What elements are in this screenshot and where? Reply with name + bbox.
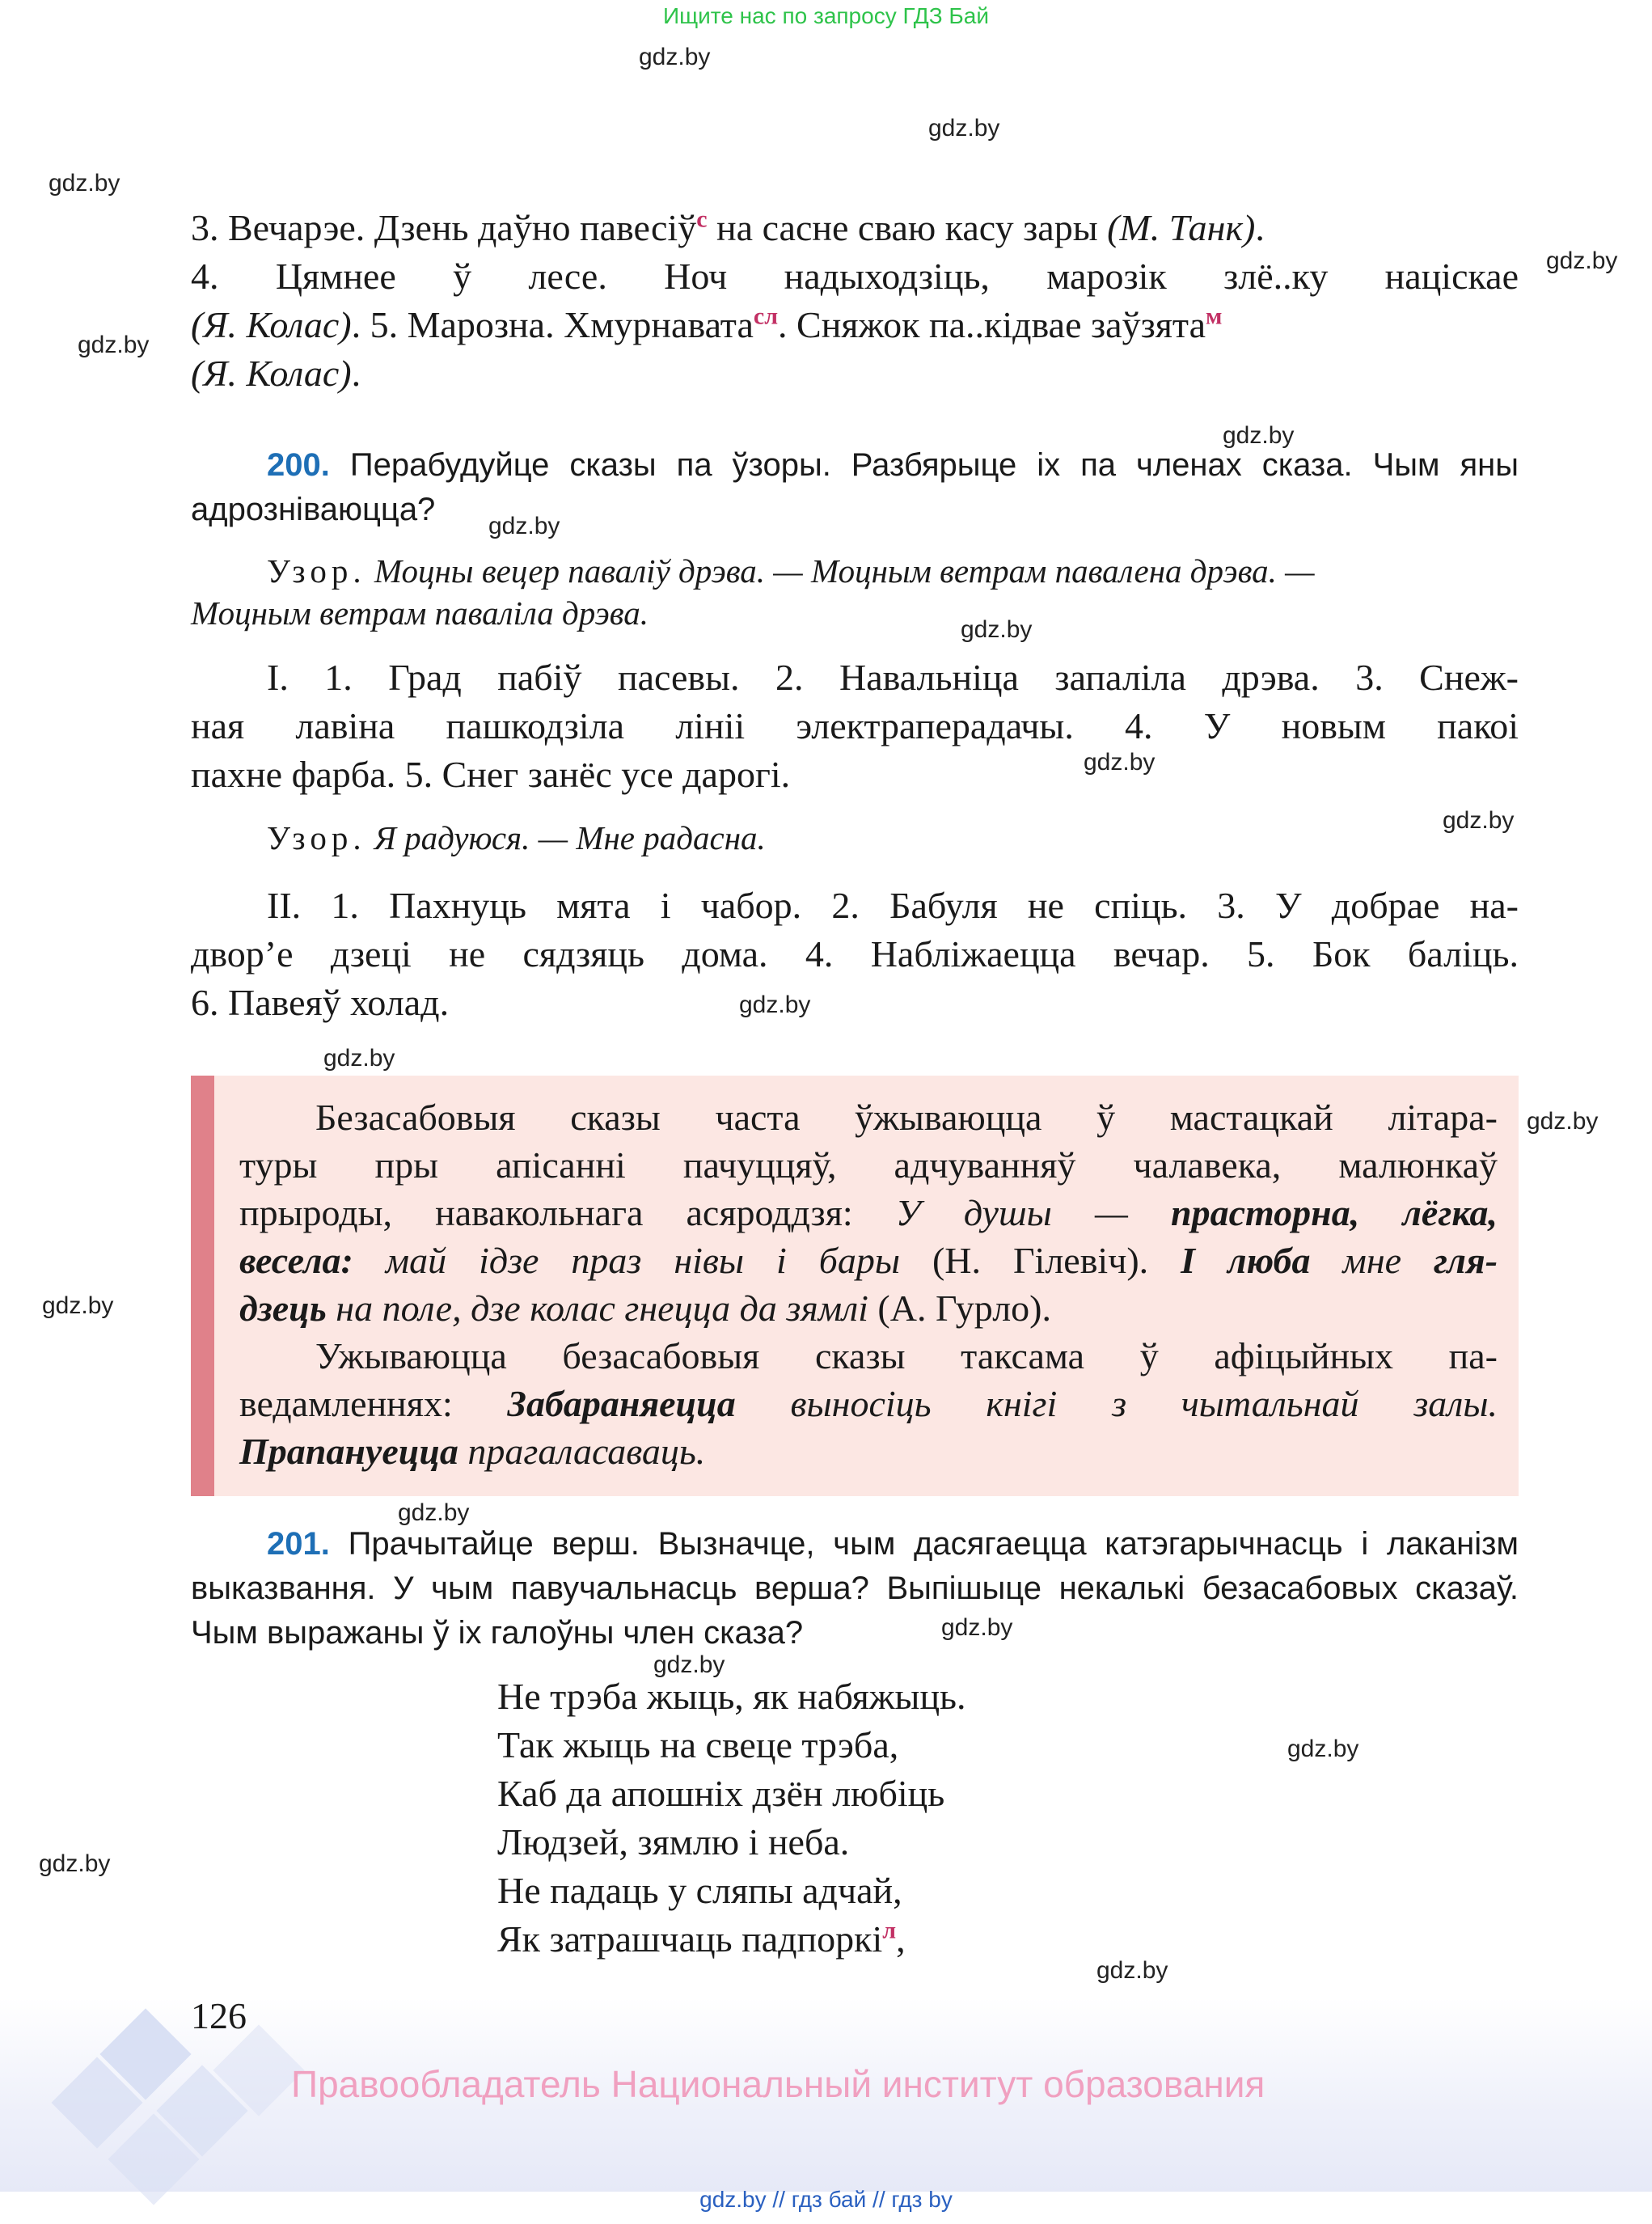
quote-emph: люба — [1227, 1240, 1311, 1281]
quote-emph: Прапануецца — [239, 1431, 458, 1472]
watermark: gdz.by — [1084, 749, 1156, 776]
pattern-text: Я радуюся. — Мне радасна. — [365, 819, 766, 856]
quote: на поле, дзе колас гнецца да зямлі — [326, 1287, 868, 1329]
word-mark: с — [696, 205, 708, 233]
quote-emph: весела: — [239, 1240, 353, 1281]
text-line: 6. Павеяў холад. — [191, 982, 450, 1023]
pattern-label: Узор. — [267, 552, 366, 590]
watermark: gdz.by — [639, 44, 711, 70]
task-text: выказвання. У чым павучальнасць верша? Выпішыце некалькі безасабовых сказаў. — [191, 1571, 1519, 1606]
text-block-continued — [191, 204, 1519, 398]
text: . Сняжок па..кідвае заўзята — [778, 304, 1206, 345]
quote: выносіць кнігі з чытальнай залы. — [735, 1383, 1498, 1424]
quote: У душы — — [895, 1192, 1171, 1233]
pattern-1 — [191, 550, 1519, 634]
watermark: gdz.by — [1287, 1736, 1359, 1762]
watermark: gdz.by — [1443, 807, 1515, 834]
page-number: 126 — [191, 1995, 247, 2036]
rule-bar — [191, 1076, 214, 1496]
text: . — [351, 353, 361, 394]
exercise-1 — [191, 653, 1519, 799]
text-line: 4. Цямнее ў лесе. Ноч надыходзіць, марозік злё..ку націскае — [191, 256, 1519, 297]
watermark: gdz.by — [42, 1292, 114, 1319]
watermark: gdz.by — [1223, 422, 1295, 449]
source: (Я. Колас) — [191, 353, 352, 394]
task-201 — [191, 1522, 1519, 1655]
poem — [497, 1672, 966, 1964]
quote: мне — [1310, 1240, 1434, 1281]
rule-text-part: прыроды, навакольнага асяроддзя: — [239, 1192, 896, 1233]
watermark: gdz.by — [928, 115, 1000, 142]
task-number: 200. — [267, 447, 330, 483]
text-line: I. 1. Град пабіў пасевы. 2. Навальніца запаліла дрэва. 3. Снеж- — [267, 657, 1519, 698]
pattern-text: Моцным ветрам паваліла дрэва. — [191, 594, 649, 632]
watermark: gdz.by — [653, 1651, 725, 1678]
watermark: gdz.by — [398, 1499, 470, 1526]
exercise-2 — [191, 882, 1519, 1027]
quote-emph: Забараняецца — [507, 1383, 736, 1424]
rule-box — [191, 1076, 1519, 1496]
watermark: gdz.by — [941, 1614, 1013, 1641]
task-text: Чым выражаны ў іх галоўны член сказа? — [191, 1615, 804, 1651]
text: 3. Вечарэе. Дзень даўно павесіў — [191, 207, 697, 248]
copyright: Правообладатель Национальный институт образования — [291, 2063, 1265, 2105]
watermark: gdz.by — [49, 170, 120, 197]
top-banner[interactable]: Ищите нас по запросу ГДЗ Бай — [662, 3, 990, 28]
bottom-links[interactable]: gdz.by // гдз бай // гдз by — [699, 2187, 953, 2212]
text: . 5. Марозна. Хмурнавата — [351, 304, 754, 345]
text-line: двор’е дзеці не сядзяць дома. 4. Набліжаецца вечар. 5. Бок баліць. — [191, 933, 1519, 975]
word-mark: м — [1206, 302, 1223, 330]
watermark: gdz.by — [1546, 247, 1618, 274]
poem-line: Людзей, зямлю і неба. — [497, 1821, 850, 1862]
watermark: gdz.by — [488, 513, 560, 539]
poem-line: Так жыць на свеце трэба, — [497, 1724, 899, 1765]
poem-line: Не трэба жыць, як набяжыць. — [497, 1676, 966, 1717]
quote-emph: дзець — [239, 1287, 327, 1329]
word-mark: л — [882, 1917, 897, 1944]
text-line: II. 1. Пахнуць мята і чабор. 2. Бабуля не спіць. 3. У добрае на- — [267, 885, 1519, 926]
poem-line: Каб да апошніх дзён любіць — [497, 1773, 945, 1814]
task-number: 201. — [267, 1526, 330, 1562]
author: (А. Гурло). — [868, 1287, 1051, 1329]
watermark: gdz.by — [739, 991, 811, 1018]
rule-text-part: ведамленнях: — [239, 1383, 508, 1424]
pattern-2 — [191, 817, 1595, 859]
word-mark: сл — [753, 302, 779, 330]
watermark: gdz.by — [1096, 1957, 1168, 1984]
source: (М. Танк) — [1107, 207, 1256, 248]
poem-line: Не падаць у сляпы адчай, — [497, 1870, 902, 1911]
poem-line: Як затрашчаць падпоркі — [497, 1918, 883, 1960]
quote: май ідзе праз нівы і бары — [353, 1240, 901, 1281]
watermark: gdz.by — [39, 1850, 111, 1877]
task-text: адрозніваюцца? — [191, 492, 436, 527]
quote-emph: гля- — [1434, 1240, 1498, 1281]
rule-line: Ужываюцца безасабовыя сказы таксама ў афіцыйных па- — [315, 1335, 1498, 1376]
quote-emph: І — [1181, 1240, 1227, 1281]
watermark: gdz.by — [1527, 1108, 1599, 1135]
text-line: ная лавіна пашкодзіла лініі электраперадачы. 4. У новым пакоі — [191, 705, 1519, 746]
task-text: Прачытайце верш. Вызначце, чым дасягаецца катэгарычнасць і лаканізм — [329, 1526, 1519, 1562]
quote: прагаласаваць. — [458, 1431, 706, 1472]
text: на сасне сваю касу зары — [707, 207, 1108, 248]
watermark: gdz.by — [961, 616, 1033, 643]
source: (Я. Колас) — [191, 304, 352, 345]
quote-emph: прасторна, лёгка, — [1170, 1192, 1498, 1233]
watermark: gdz.by — [78, 332, 150, 358]
rule-text — [239, 1093, 1498, 1475]
task-text: Перабудуйце сказы па ўзоры. Разбярыце іх па членах сказа. Чым яны — [329, 447, 1519, 483]
author: (Н. Гілевіч). — [900, 1240, 1181, 1281]
pattern-text: Моцны вецер паваліў дрэва. — Моцным ветрам павалена дрэва. — — [365, 552, 1315, 590]
text-line: пахне фарба. 5. Снег занёс усе дарогі. — [191, 754, 791, 795]
watermark: gdz.by — [323, 1045, 395, 1072]
rule-line: туры пры апісанні пачуццяў, адчуванняў чалавека, малюнкаў — [239, 1144, 1498, 1186]
rule-line: Безасабовыя сказы часта ўжываюцца ў мастацкай літара- — [315, 1097, 1498, 1138]
poem-line: , — [896, 1918, 906, 1960]
task-200 — [191, 443, 1519, 532]
pattern-label: Узор. — [267, 819, 366, 856]
text: . — [1255, 207, 1265, 248]
